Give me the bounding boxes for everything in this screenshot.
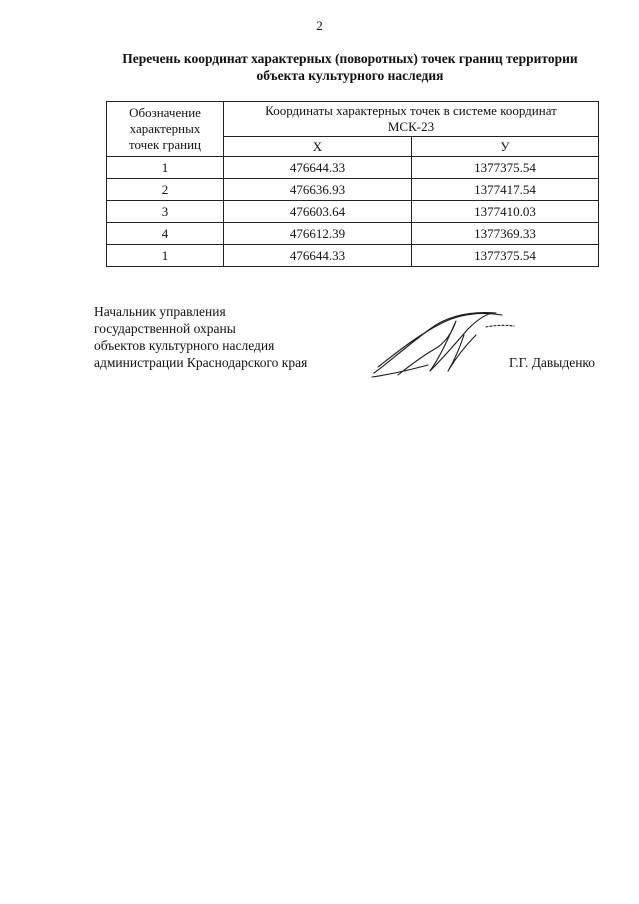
header-designation-line-2: характерных [129,121,201,136]
point-number: 4 [107,223,224,245]
signatory-position [94,303,307,371]
header-x: Х [224,137,412,157]
header-designation-line-3: точек границ [128,137,202,152]
y-coordinate: 1377375.54 [412,157,599,179]
coordinates-table [106,101,599,267]
handwritten-signature [368,305,518,390]
x-coordinate: 476612.39 [224,223,412,245]
document-title [90,50,610,84]
position-line: государственной охраны [94,321,236,336]
point-number: 1 [107,245,224,267]
x-coordinate: 476603.64 [224,201,412,223]
position-line: Начальник управления [94,304,226,319]
table-header-row [107,102,599,137]
x-coordinate: 476644.33 [224,245,412,267]
header-coordinate-system [224,102,599,137]
header-coordinate-line-2: МСК-23 [387,119,435,134]
signer-name: Г.Г. Давыденко [509,355,596,370]
position-line: объектов культурного наследия [94,338,275,353]
table-row [107,201,599,223]
y-coordinate: 1377369.33 [412,223,599,245]
position-line: администрации Краснодарского края [94,355,308,370]
header-designation-line-1: Обозначение [129,105,201,120]
point-number: 2 [107,179,224,201]
point-number: 3 [107,201,224,223]
y-coordinate: 1377417.54 [412,179,599,201]
x-coordinate: 476644.33 [224,157,412,179]
point-number: 1 [107,157,224,179]
y-coordinate: 1377410.03 [412,201,599,223]
document-title-line-2: объекта культурного наследия [256,68,444,83]
table-row [107,223,599,245]
header-coordinate-line-1: Координаты характерных точек в системе координат [265,103,557,118]
y-coordinate: 1377375.54 [412,245,599,267]
table-row [107,157,599,179]
page-number: 2 [316,18,323,33]
header-point-designation [107,102,224,157]
table-row [107,245,599,267]
x-coordinate: 476636.93 [224,179,412,201]
header-y: У [412,137,599,157]
table-row [107,179,599,201]
document-title-line-1: Перечень координат характерных (поворотных) точек границ территории [122,51,578,66]
